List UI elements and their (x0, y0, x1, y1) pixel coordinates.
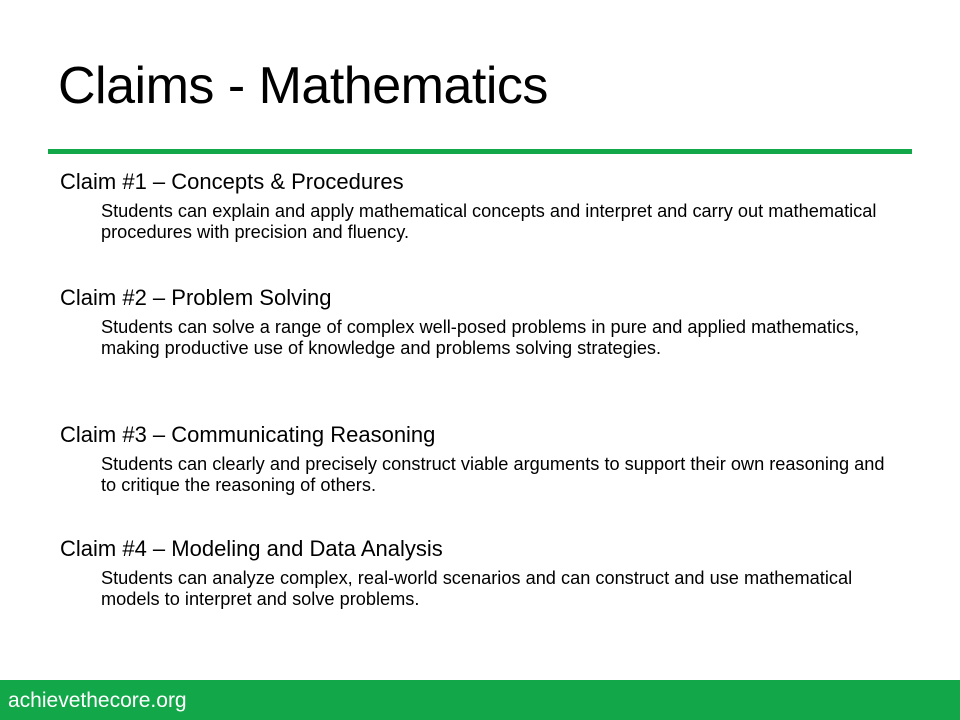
claim-2-heading: Claim #2 – Problem Solving (60, 285, 332, 310)
footer-website: achievethecore.org (8, 689, 187, 712)
claim-3-heading: Claim #3 – Communicating Reasoning (60, 422, 436, 447)
claim-2-description: Students can solve a range of complex well-posed problems in pure and applied mathematics, making productive use of knowledge and problems solving strategies. (101, 317, 860, 358)
claim-1 (60, 168, 910, 243)
claim-1-description: Students can explain and apply mathematical concepts and interpret and carry out mathematical procedures with precision and fluency. (101, 201, 877, 242)
claim-2 (60, 284, 910, 359)
claim-4-description: Students can analyze complex, real-world scenarios and can construct and use mathematical models to interpret and solve problems. (101, 568, 853, 609)
claim-3-description: Students can clearly and precisely construct viable arguments to support their own reasoning and to critique the reasoning of others. (101, 454, 885, 495)
claim-4-heading: Claim #4 – Modeling and Data Analysis (60, 536, 443, 561)
claim-4 (60, 535, 910, 610)
footer-bar (0, 680, 960, 720)
slide-title: Claims - Mathematics (58, 57, 548, 115)
claim-3 (60, 421, 910, 496)
title-divider (48, 149, 912, 154)
claim-1-heading: Claim #1 – Concepts & Procedures (60, 169, 404, 194)
